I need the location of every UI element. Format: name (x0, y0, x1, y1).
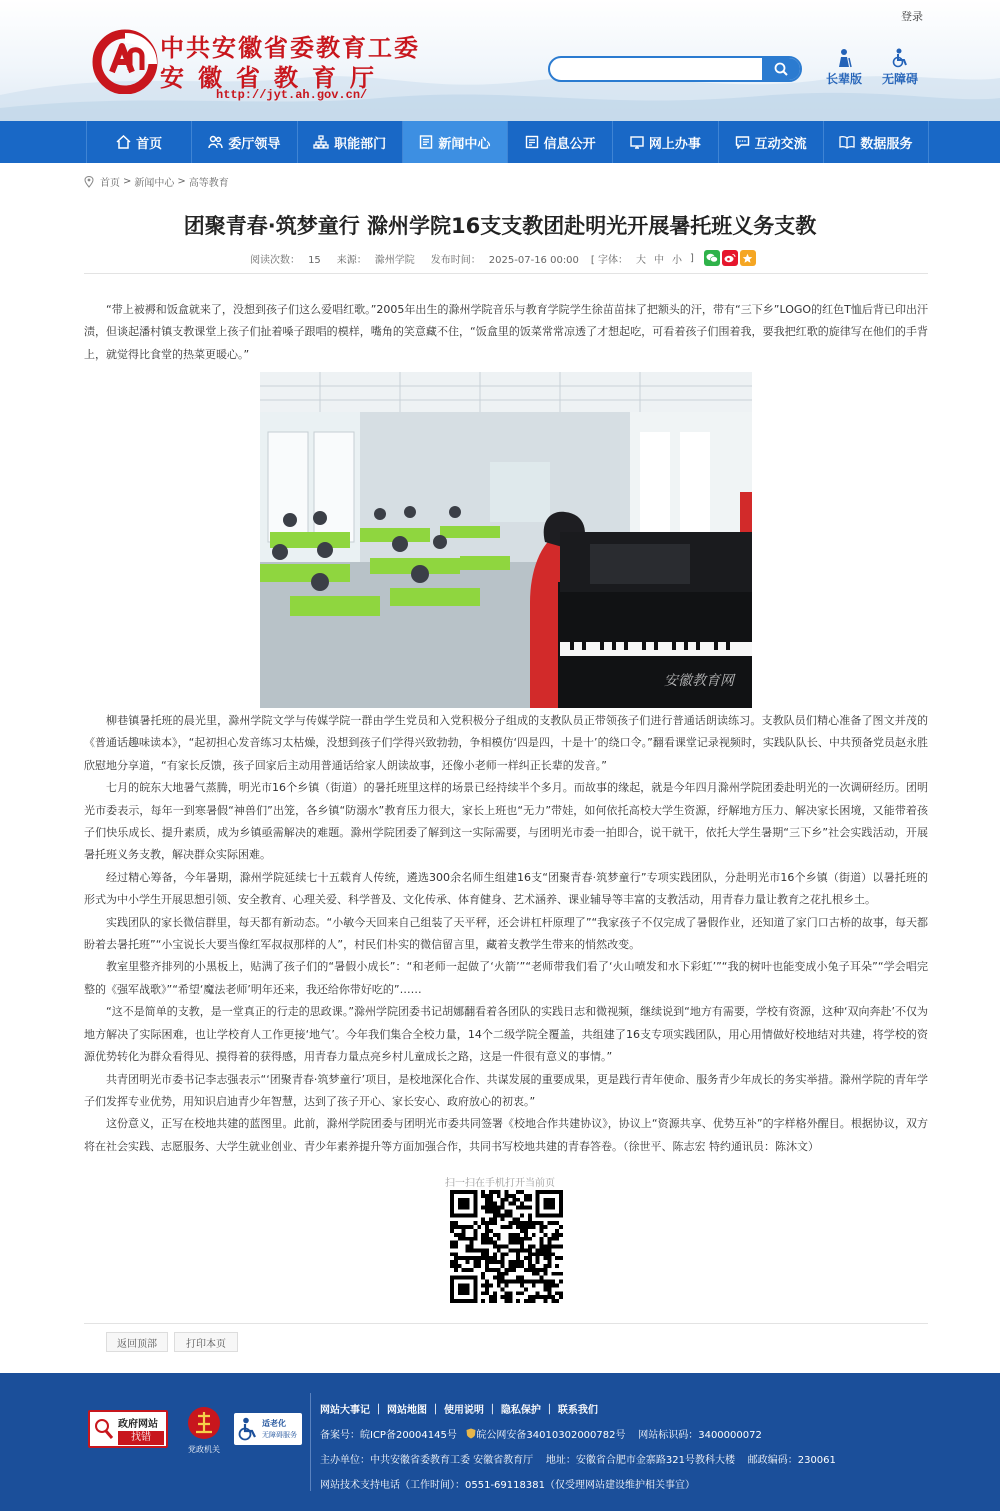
search-error-icon (94, 1418, 114, 1440)
org-name-line1: 中共安徽省委教育工委 (160, 33, 420, 62)
breadcrumb-home[interactable]: 首页 (100, 178, 120, 189)
article-intro (84, 299, 928, 366)
gov-site-badge[interactable] (88, 1410, 168, 1448)
nav-item-departments[interactable] (297, 121, 402, 163)
postcode-value: 230061 (797, 1455, 836, 1466)
phone-label: 网站技术支持电话（工作时间）： (320, 1480, 465, 1491)
footer-registration (320, 1426, 762, 1441)
site-url: http://jyt.ah.gov.cn/ (216, 88, 368, 102)
breadcrumb-separator: > (177, 176, 186, 187)
article-paragraph: “带上被褥和饭盒就来了，没想到孩子们这么爱唱红歌。”2005年出生的滁州学院音乐与教育学院学生徐苗苗抹了把额头的汗，带有“三下乡”LOGO的红色T恤后背已印出汗渍，但谈起潘村镇支教课堂上孩子们扯着嗓子跟唱的模样，嘴角的笑意藏不住，“饭盒里的饭菜常常凉透了才想起吃，可看着孩子们围着我，要我把红歌的旋律写在他们的手背上，就觉得比食堂的热菜更暖心。” (84, 303, 928, 361)
search-input[interactable] (550, 58, 764, 80)
main-nav (0, 121, 1000, 163)
footer-separator (310, 1393, 311, 1491)
elder-friendly-badge[interactable] (234, 1413, 302, 1445)
info-icon (525, 135, 539, 149)
gov-badge-title: 政府网站 (118, 1419, 158, 1430)
date-label: 发布时间： (430, 254, 481, 266)
weibo-share-icon[interactable] (722, 250, 738, 266)
host-value: 中共安徽省委教育工委 安徽省教育厅 (370, 1455, 534, 1466)
footer-host-info (320, 1451, 836, 1466)
search-button[interactable] (762, 58, 800, 80)
site-code: 3400000072 (698, 1430, 762, 1441)
publish-date: 2025-07-16 00:00 (488, 254, 579, 266)
print-button[interactable]: 打印本页 (174, 1332, 238, 1352)
elder-mode-button[interactable] (826, 48, 862, 87)
title-divider (84, 273, 928, 274)
wheelchair-icon (237, 1417, 259, 1441)
phone-value: 0551-69118381 (465, 1480, 545, 1491)
photo-watermark: 安徽教育网 (664, 673, 734, 689)
elder-mode-label: 长辈版 (826, 72, 863, 86)
accessibility-button[interactable] (882, 48, 918, 87)
service-icon (630, 135, 644, 149)
leaders-icon (208, 135, 223, 149)
icp-label: 备案号： (320, 1430, 360, 1441)
share-buttons (704, 250, 758, 266)
nav-item-news[interactable] (402, 121, 507, 163)
article-meta (0, 250, 1000, 266)
article-photo (260, 372, 752, 708)
news-icon (419, 135, 433, 149)
qr-code (450, 1190, 563, 1303)
nav-label: 互动交流 (754, 136, 807, 152)
data-book-icon (839, 135, 855, 149)
article-paragraph: 柳巷镇暑托班的晨光里，滁州学院文学与传媒学院一群由学生党员和入党积极分子组成的支教队员正带领孩子们进行普通话朗读练习。支教队员们精心准备了图文并茂的《普通话趣味读本》，“起初担心发音练习太枯燥，没想到孩子们学得兴致勃勃，争相模仿‘四是四，十是十’的绕口令。”翻看课堂记录视频时，实践队队长、中共预备党员赵永胜欣慰地分享道，“有家长反馈，孩子回家后主动用普通话给家人朗读故事，还像小老师一样纠正长辈的发音。” (84, 714, 928, 772)
wechat-share-icon[interactable] (704, 250, 720, 266)
police-badge-icon (466, 1428, 476, 1439)
classroom-piano-photo (260, 372, 752, 708)
party-org-badge[interactable] (186, 1406, 222, 1452)
search-bar (548, 56, 802, 82)
views-label: 阅读次数： (250, 254, 301, 266)
nav-label: 信息公开 (543, 136, 596, 152)
site-header (0, 0, 1000, 121)
icp-number[interactable]: 皖ICP备20004145号 (360, 1430, 457, 1441)
footer-link-contact[interactable]: 联系我们 (557, 1405, 598, 1416)
views-count: 15 (308, 254, 321, 266)
nav-item-interaction[interactable] (718, 121, 823, 163)
article-paragraph: 这份意义，正写在校地共建的蓝图里。此前，滁州学院团委与团明光市委共同签署《校地合作共建协议》，协议上“资源共享、优势互补”的字样格外醒目。根据协议，双方将在社会实践、志愿服务、大学生就业创业、青少年素养提升等方面加强合作，共同书写校地共建的青春答卷。（徐世平、陈志宏 特约通讯员：陈沐文） (84, 1117, 928, 1153)
site-code-label: 网站标识码： (638, 1430, 699, 1441)
nav-label: 职能部门 (334, 136, 387, 152)
breadcrumb-news[interactable]: 新闻中心 (134, 178, 175, 189)
gov-badge-sub: 找错 (118, 1431, 164, 1445)
back-to-top-button[interactable]: 返回顶部 (106, 1332, 168, 1352)
footer-link-sitemap[interactable]: 网站地图 (386, 1405, 427, 1416)
address-label: 地址： (545, 1455, 576, 1466)
article-paragraph: 教室里整齐排列的小黑板上，贴满了孩子们的“暑假小成长”：“和老师一起做了‘火箭’”“老师带我们看了‘火山喷发和水下彩虹’”“我的树叶也能变成小兔子耳朵”“学会唱完整的《强军战歌》”“希望‘魔法老师’明年还来，我还给你带好吃的”…… (84, 960, 928, 996)
article-title: 团聚青春·筑梦童行 滁州学院16支支教团赴明光开展暑托班义务支教 (183, 214, 817, 238)
font-size-end: ] (690, 252, 694, 264)
font-large-button[interactable]: 大 (636, 254, 647, 266)
bottom-divider (84, 1323, 928, 1324)
accessibility-label: 无障碍 (882, 72, 919, 86)
source-label: 来源： (336, 254, 367, 266)
nav-item-home[interactable] (86, 121, 191, 163)
nav-item-info[interactable] (507, 121, 612, 163)
party-emblem-icon (186, 1406, 222, 1440)
login-link[interactable]: 登录 (901, 10, 923, 23)
elder-badge-sub: 无障碍服务 (262, 1431, 297, 1439)
nav-label: 网上办事 (648, 136, 701, 152)
location-pin-icon (84, 176, 94, 188)
host-label: 主办单位： (320, 1455, 370, 1466)
footer-link-privacy[interactable]: 隐私保护 (500, 1405, 541, 1416)
article-body (84, 710, 928, 1158)
favorite-share-icon[interactable] (740, 250, 756, 266)
site-footer (0, 1373, 1000, 1511)
footer-link-history[interactable]: 网站大事记 (320, 1405, 370, 1416)
nav-label: 委厅领导 (228, 136, 281, 152)
org-chart-icon (313, 135, 329, 149)
font-size-label: [ 字体： (590, 254, 629, 266)
font-medium-button[interactable]: 中 (654, 254, 665, 266)
logo-emblem-icon (90, 24, 160, 94)
postcode-label: 邮政编码： (747, 1455, 798, 1466)
source-value: 滁州学院 (374, 254, 415, 266)
font-small-button[interactable]: 小 (672, 254, 683, 266)
breadcrumb-higher-edu[interactable]: 高等教育 (188, 178, 229, 189)
article-paragraph: 七月的皖东大地暑气蒸腾，明光市16个乡镇（街道）的暑托班里这样的场景已经持续半个多月。而故事的缘起，就是今年四月滁州学院团委赴明光的一次调研经历。团明光市委表示，每年一到寒暑假“神兽们”出笼，各乡镇“防溺水”教育压力很大，家长上班也“无力”带娃，如何依托高校大学生资源，纾解地方压力、解决家长困境，又能带着孩子们快乐成长、提升素质，成为乡镇亟需解决的难题。滁州学院团委了解到这一实际需要，与团明光市委一拍即合，说干就干，依托大学生暑期“三下乡”社会实践活动，开展暑托班义务支教，解决群众实际困难。 (84, 781, 928, 862)
police-record[interactable]: 皖公网安备34010302000782号 (476, 1430, 626, 1441)
article-paragraph: 共青团明光市委书记李志强表示“‘团聚青春·筑梦童行’项目，是校地深化合作、共谋发展的重要成果，更是践行青年使命、服务青少年成长的务实举措。滁州学院的青年学子们发挥专业优势，用知识启迪青少年智慧，达到了孩子开心、家长安心、政府放心的初衷。” (84, 1072, 928, 1108)
nav-label: 新闻中心 (438, 136, 491, 152)
search-icon (774, 62, 788, 76)
footer-support (320, 1476, 695, 1491)
home-icon (116, 135, 131, 149)
wheelchair-icon (891, 48, 909, 68)
breadcrumb-separator: > (123, 176, 132, 187)
footer-links: 网站大事记 ｜ 网站地图 ｜ 使用说明 ｜ 隐私保护 ｜ 联系我们 (320, 1405, 598, 1416)
nav-item-data[interactable] (823, 121, 929, 163)
nav-label: 数据服务 (860, 136, 913, 152)
footer-link-guide[interactable]: 使用说明 (443, 1405, 484, 1416)
article-paragraph: 实践团队的家长微信群里，每天都有新动态。“小敏今天回来自己组装了天平秤，还会讲杠杆原理了”“我家孩子不仅完成了暑假作业，还知道了家门口古桥的故事，每天都盼着去暑托班”“小宝说长大要当像红军叔叔那样的人”，村民们朴实的微信留言里，藏着支教学生带来的悄然改变。 (84, 915, 928, 952)
phone-note: （仅受理网站建设维护相关事宜） (544, 1480, 695, 1491)
nav-item-leaders[interactable] (191, 121, 296, 163)
address-value: 安徽省合肥市金寨路321号教科大楼 (575, 1455, 735, 1466)
nav-label: 首页 (136, 136, 163, 152)
article-paragraph: 经过精心筹备，今年暑期，滁州学院延续七十五载育人传统，遴选300余名师生组建16支“团聚青春·筑梦童行”专项实践团队，分赴明光市16个乡镇（街道）以暑托班的形式为中小学生开展思想引领、安全教育、心理关爱、科学普及、文化传承、体育健身、艺术涵养、课业辅导等丰富的支教活动，用青春力量让教育之花扎根乡土。 (84, 870, 928, 907)
org-name-line2: 安徽省教育厅 (160, 63, 388, 92)
nav-item-service[interactable] (612, 121, 717, 163)
qr-label: 扫一扫在手机打开当前页 (445, 1178, 555, 1189)
chat-icon (735, 135, 750, 149)
article-paragraph: “这不是简单的支教，是一堂真正的行走的思政课。”滁州学院团委书记胡娜翻看着各团队的实践日志和微视频，继续说到“地方有需要，学校有资源，这种‘双向奔赴’不仅为地方解决了实际困难，也让学校育人工作更接‘地气’。今年我们集合全校力量，14个二级学院全覆盖，共组建了16支专项实践团队，用心用情做好校地结对共建，将学校的资源优势转化为群众看得见、摸得着的获得感，用青春力量点亮乡村儿童成长之路，这是一件很有意义的事情。” (84, 1005, 928, 1064)
elder-badge-title: 适老化 (262, 1419, 286, 1428)
party-badge-label: 党政机关 (188, 1445, 220, 1454)
elder-icon (835, 48, 853, 68)
breadcrumb (84, 174, 232, 189)
